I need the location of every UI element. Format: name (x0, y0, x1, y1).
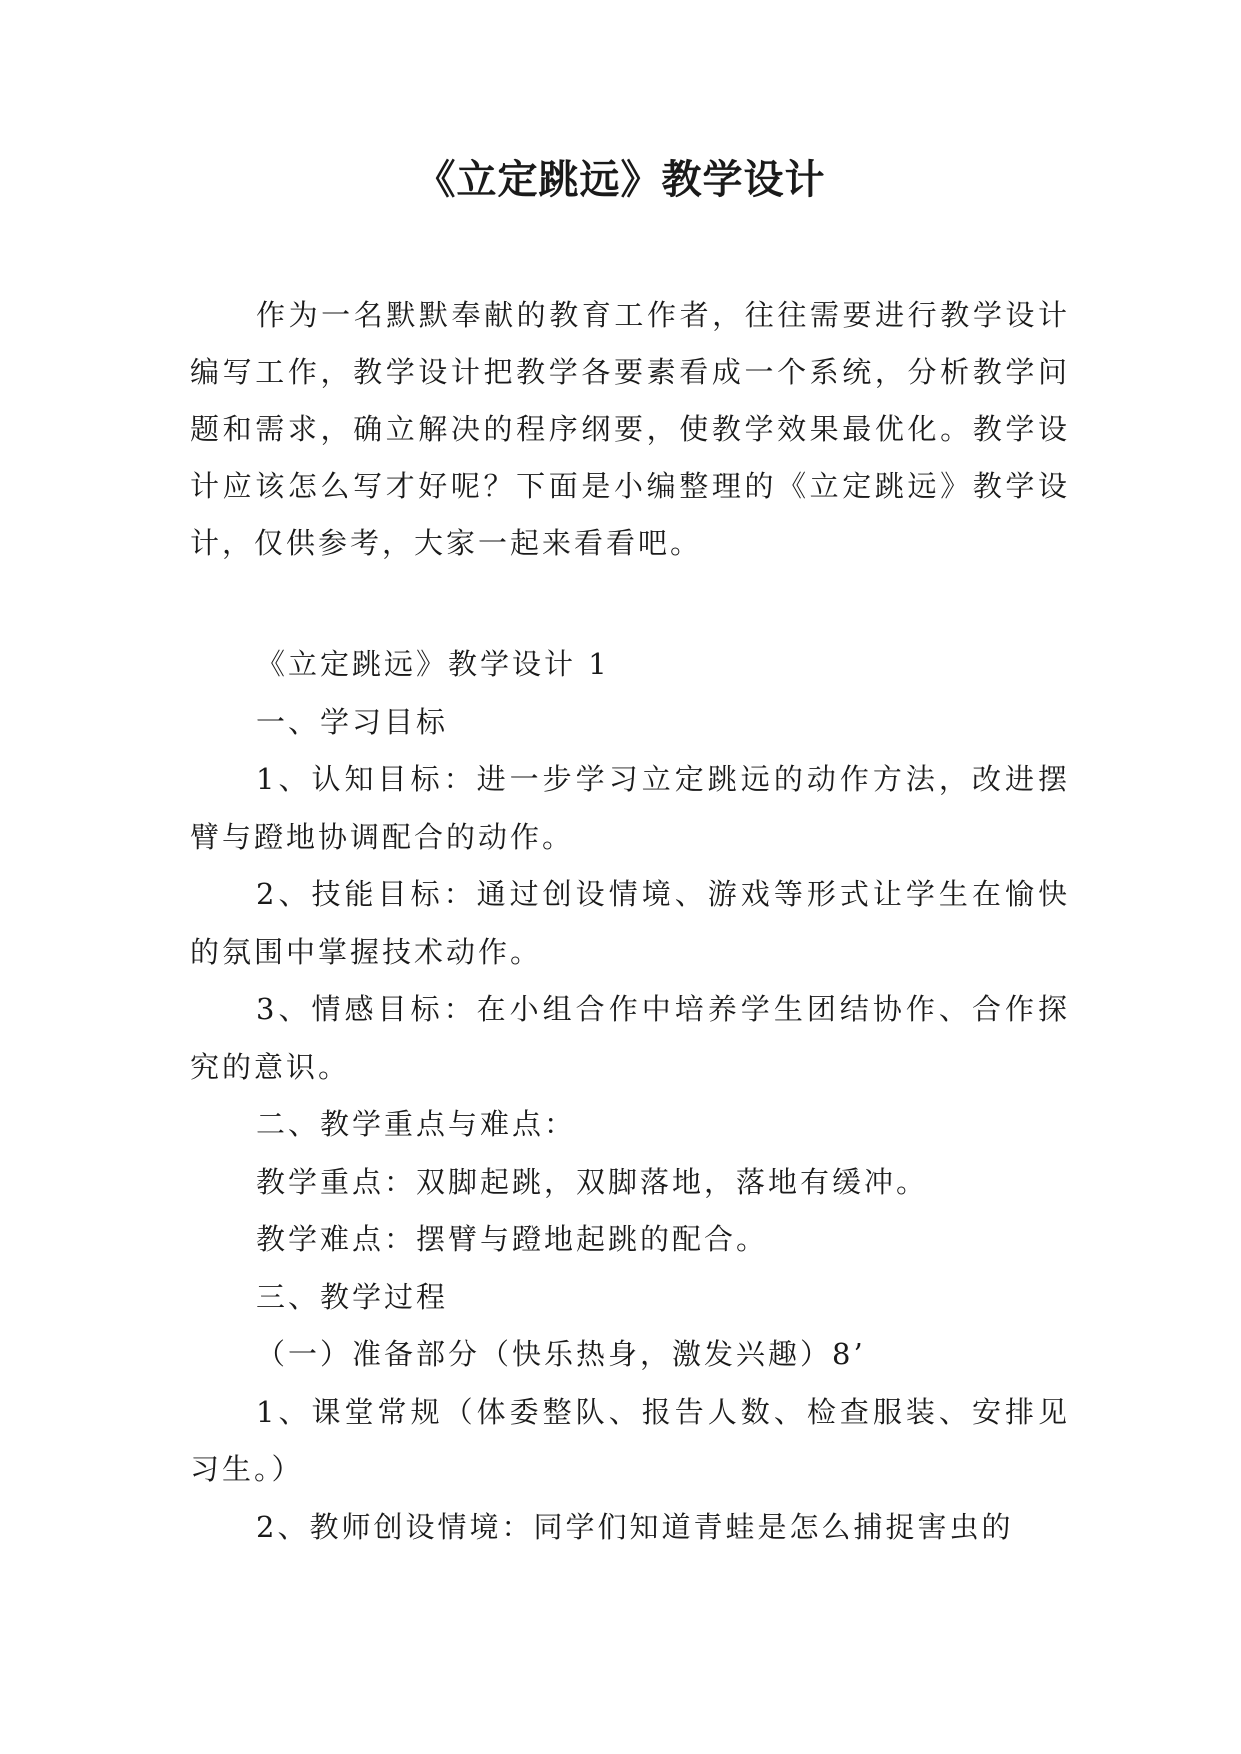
document-body (190, 636, 1070, 1556)
process-item-2: 2、教师创设情境：同学们知道青蛙是怎么捕捉害虫的 (256, 1509, 1014, 1544)
difficult-point: 教学难点：摆臂与蹬地起跳的配合。 (256, 1222, 769, 1256)
objective-cognitive: 1、认知目标：进一步学习立定跳远的动作方法，改进摆臂与蹬地协调配合的动作。 (190, 762, 1070, 854)
process-item-1: 1、课堂常规（体委整队、报告人数、检查服装、安排见习生。） (190, 1394, 1070, 1486)
objective-emotional: 3、情感目标：在小组合作中培养学生团结协作、合作探究的意识。 (190, 992, 1070, 1084)
section-heading-design-1: 《立定跳远》教学设计 1 (256, 647, 610, 681)
heading-learning-objectives: 一、学习目标 (256, 704, 449, 739)
document-title: 《立定跳远》教学设计 (415, 157, 826, 203)
heading-key-points: 二、教学重点与难点： (256, 1107, 577, 1141)
objective-skill: 2、技能目标：通过创设情境、游戏等形式让学生在愉快的氛围中掌握技术动作。 (190, 877, 1070, 969)
heading-teaching-process: 三、教学过程 (256, 1279, 449, 1314)
intro-paragraph: 作为一名默默奉献的教育工作者，往往需要进行教学设计编写工作，教学设计把教学各要素看成一个系统，分析教学问题和需求，确立解决的程序纲要，使教学效果最优化。教学设计应该怎么写才好呢？下面是小编整理的《立定跳远》教学设计，仅供参考，大家一起来看看吧。 (190, 298, 1070, 560)
subheading-preparation: （一）准备部分（快乐热身，激发兴趣）8’ (256, 1337, 866, 1371)
key-point: 教学重点：双脚起跳，双脚落地，落地有缓冲。 (256, 1164, 929, 1199)
